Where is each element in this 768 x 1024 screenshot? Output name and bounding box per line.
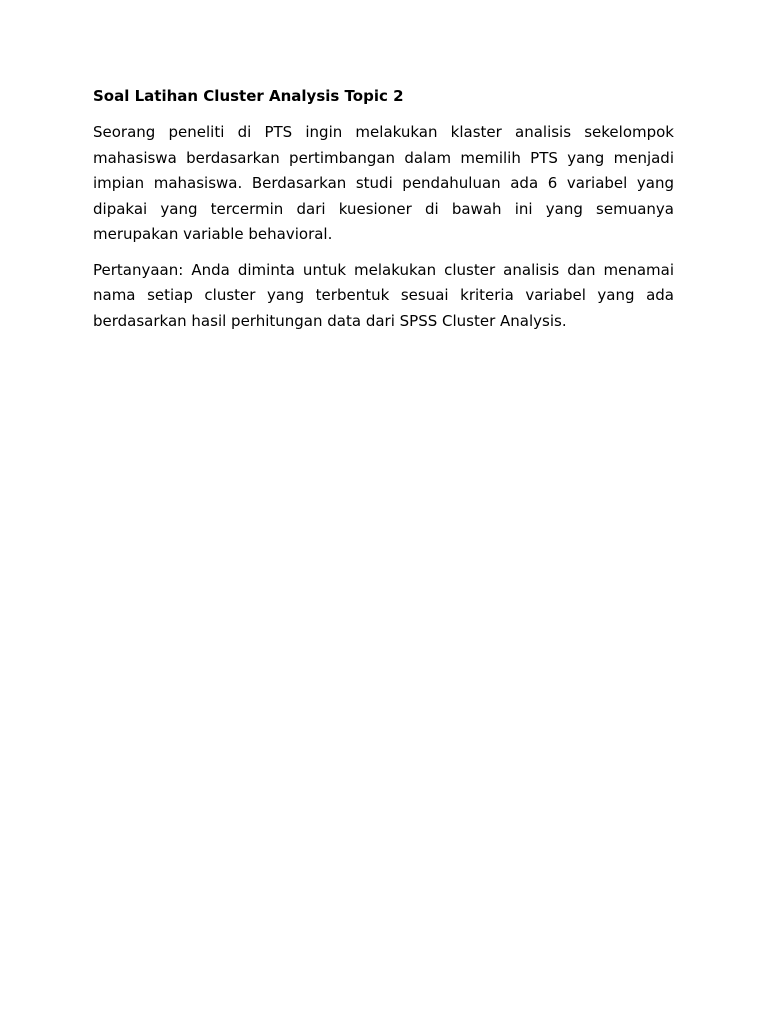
paragraph-intro: Seorang peneliti di PTS ingin melakukan klaster analisis sekelompok mahasiswa berdasarkan pertimbangan dalam memilih PTS yang menjadi impian mahasiswa. Berdasarkan studi pendahuluan ada 6 variabel yang dipakai yang tercermin dari kuesioner di bawah ini yang semuanya merupakan variable behavioral. <box>93 123 674 243</box>
paragraph-question: Pertanyaan: Anda diminta untuk melakukan cluster analisis dan menamai nama setiap cluster yang terbentuk sesuai kriteria variabel yang ada berdasarkan hasil perhitungan data dari SPSS Cluster Analysis. <box>93 260 674 330</box>
document-title: Soal Latihan Cluster Analysis Topic 2 <box>93 87 404 105</box>
